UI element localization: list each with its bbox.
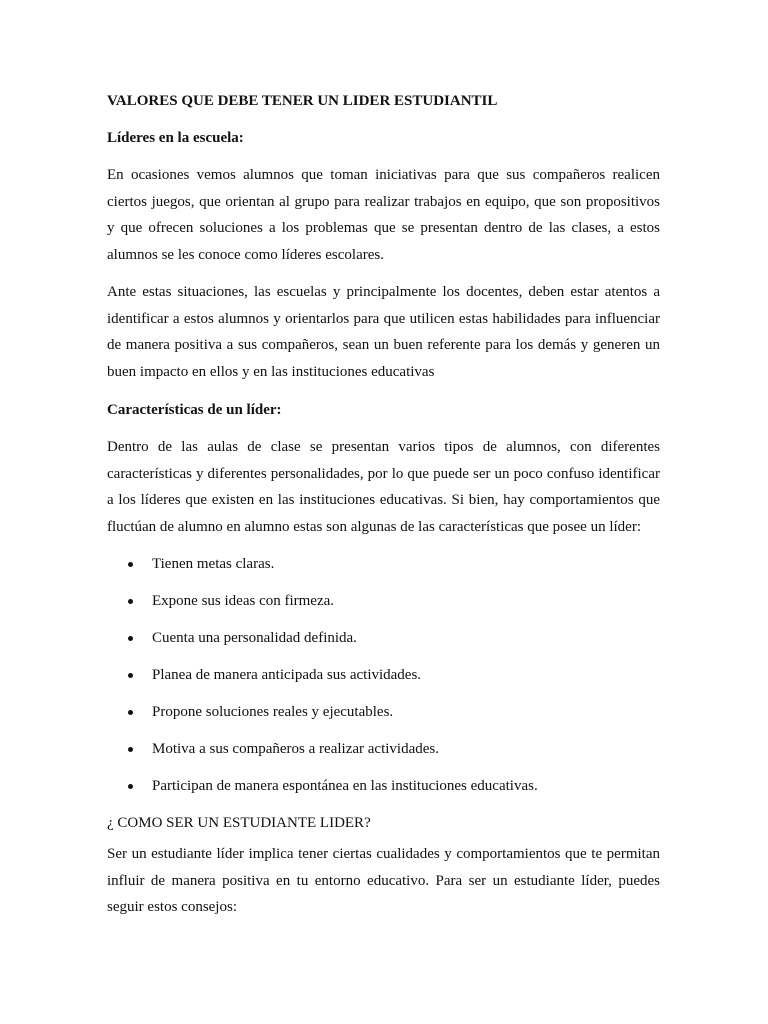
paragraph-caracteristicas: Dentro de las aulas de clase se presentan varios tipos de alumnos, con diferentes características y diferentes personalidades, por lo que puede ser un poco confuso identificar a los líderes que existen en las instituciones educativas. Si bien, hay comportamientos que fluctúan de alumno en alumno estas son algunas de las características que posee un líder: [107,439,660,535]
list-item [107,736,660,773]
list-item [107,699,660,736]
paragraph-lideres-escolares: En ocasiones vemos alumnos que toman iniciativas para que sus compañeros realicen ciertos juegos, que orientan al grupo para realizar trabajos en equipo, que son propositivos y que ofrecen soluciones a los problemas que se presentan dentro de las clases, a estos alumnos se les conoce como líderes escolares. [107,167,660,263]
list-item [107,588,660,625]
list-item-text: Tienen metas claras. [152,556,275,572]
list-item-text: Cuenta una personalidad definida. [152,630,357,646]
list-item-text: Expone sus ideas con firmeza. [152,593,335,609]
section-heading-lideres-escuela: Líderes en la escuela: [107,130,244,146]
bullet-icon [128,784,133,789]
list-item [107,773,660,810]
section-heading-como-ser-lider: ¿ COMO SER UN ESTUDIANTE LIDER? [107,815,371,831]
bullet-icon [128,636,133,641]
document-title: VALORES QUE DEBE TENER UN LIDER ESTUDIANTIL [107,93,498,109]
bullet-icon [128,562,133,567]
bullet-icon [128,710,133,715]
bullet-icon [128,747,133,752]
bullet-icon [128,599,133,604]
paragraph-docentes: Ante estas situaciones, las escuelas y principalmente los docentes, deben estar atentos a identificar a estos alumnos y orientarlos para que utilicen estas habilidades para influenciar de manera positiva a sus compañeros, sean un buen referente para los demás y generen un buen impacto en ellos y en las instituciones educativas [107,284,660,380]
section-heading-caracteristicas: Características de un líder: [107,402,282,418]
list-item-text: Motiva a sus compañeros a realizar actividades. [152,741,439,757]
list-item [107,625,660,662]
paragraph-estudiante-lider: Ser un estudiante líder implica tener ciertas cualidades y comportamientos que te permitan influir de manera positiva en tu entorno educativo. Para ser un estudiante líder, puedes seguir estos consejos: [107,846,660,915]
list-item [107,662,660,699]
characteristics-list [107,551,660,810]
list-item-text: Planea de manera anticipada sus actividades. [152,667,422,683]
bullet-icon [128,673,133,678]
list-item [107,551,660,588]
list-item-text: Propone soluciones reales y ejecutables. [152,704,394,720]
list-item-text: Participan de manera espontánea en las instituciones educativas. [152,778,538,794]
